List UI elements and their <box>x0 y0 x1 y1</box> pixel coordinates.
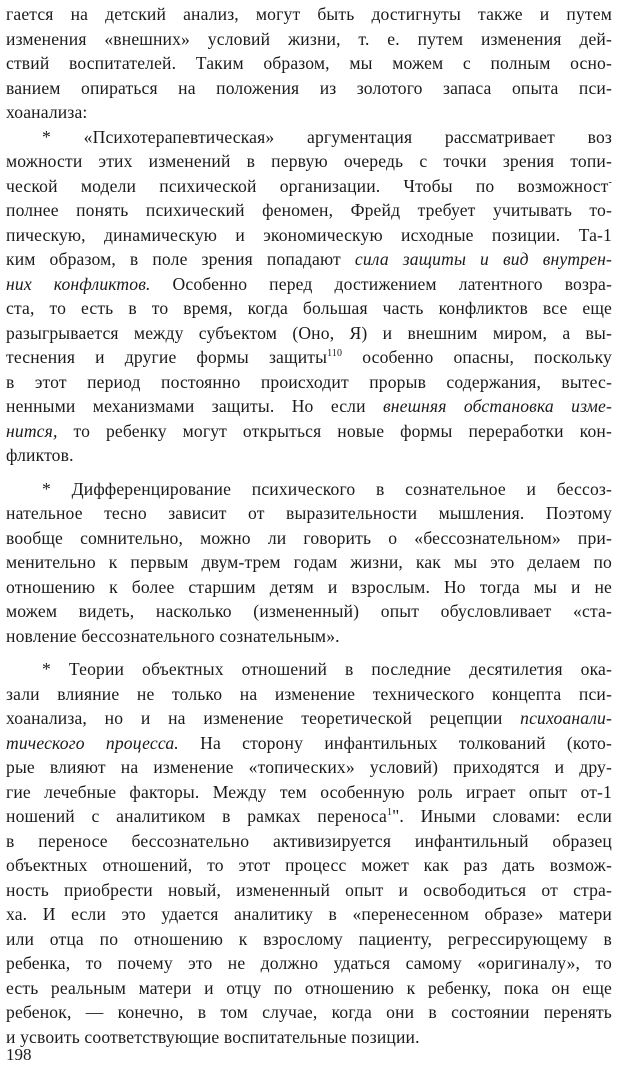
text-segment: отношению к более старшим детям и взрослым. Но тогда мы и не <box>6 576 612 597</box>
text-segment: * Теории объектных отношений в последние десятилетия ока- <box>42 659 612 679</box>
text-line <box>6 51 612 76</box>
text-segment: изменения «внешних» условий жизни, т. е. путем изменения дей- <box>6 28 612 49</box>
text-line <box>6 198 612 223</box>
text-line <box>6 853 612 878</box>
text-segment: и усвоить соответствующие воспитательные позиции. <box>6 1026 420 1047</box>
text-line <box>6 174 612 199</box>
text-line <box>6 657 612 682</box>
text-line <box>6 951 612 976</box>
text-segment: зали влияние не только на изменение технического концепта пси- <box>6 683 612 704</box>
text-segment: вообще сомнительно, можно ли говорить о «бессознательном» при- <box>6 527 612 548</box>
text-segment: новление бессознательного сознательным». <box>6 625 340 646</box>
text-line <box>6 682 612 707</box>
text-line <box>6 829 612 854</box>
text-segment: то ребенку могут открыться новые формы переработки кон- <box>57 420 612 441</box>
text-segment: Особенно перед достижением латентного возра- <box>150 273 612 294</box>
text-segment: ванием опираться на положения из золотого запаса опыта пси- <box>6 77 612 98</box>
emphasis-text: внешняя обстановка изме- <box>382 396 612 416</box>
text-line <box>6 501 612 526</box>
emphasis-text: них конфликтов. <box>6 273 151 294</box>
text-line <box>6 149 612 174</box>
text-line <box>6 394 612 419</box>
page-number: 198 <box>6 1045 32 1064</box>
text-segment: или отца по отношению к взрослому пациенту, регрессирующему в <box>6 928 612 949</box>
footnote-ref: 110 <box>327 348 343 359</box>
text-line <box>6 247 612 272</box>
text-line <box>6 477 612 502</box>
text-line <box>6 2 612 27</box>
text-segment: * «Психотерапевтическая» аргументация рассматривает воз <box>42 126 612 147</box>
text-segment: полнее понять психический феномен, Фрейд требует учитывать то- <box>6 200 612 220</box>
text-line <box>6 624 612 649</box>
text-segment: пическую, динамическую и экономическую исходные позиции. Та-1 <box>6 224 612 245</box>
text-line <box>6 804 612 829</box>
text-segment: разыгрывается между субъектом (Оно, Я) и внешним миром, а вы- <box>6 322 612 343</box>
text-line <box>6 927 612 952</box>
body-text <box>6 2 612 1049</box>
text-line <box>6 272 612 297</box>
text-segment: ста, то есть в то время, когда большая часть конфликтов все еще <box>6 298 612 318</box>
text-segment: ким образом, в поле зрения попадают <box>6 249 355 269</box>
text-segment: менительно к первым двум-трем годам жизни, как мы это делаем по <box>6 552 612 572</box>
emphasis-text: психоанали- <box>520 708 612 728</box>
text-line <box>6 419 612 444</box>
text-line <box>6 780 612 805</box>
text-line <box>6 1000 612 1025</box>
text-segment: хоанализа: <box>6 102 88 122</box>
text-line <box>6 345 612 370</box>
text-segment: можем видеть, насколько (измененный) опыт обусловливает «ста- <box>6 601 612 621</box>
text-line <box>6 550 612 575</box>
text-segment: рые влияют на изменение «топических» условий) приходятся и дру- <box>6 757 612 777</box>
text-segment: в переносе бессознательно активизируется инфантильный образец <box>6 830 612 851</box>
text-segment: ненными механизмами защиты. Но если <box>6 396 383 416</box>
text-segment: можности этих изменений в первую очередь с точки зрения топи- <box>6 151 612 171</box>
text-line <box>6 443 612 468</box>
text-segment: гие лечебные факторы. Между тем особенную роль играет опыт от-1 <box>6 781 612 802</box>
text-line <box>6 1025 612 1050</box>
paragraph-gap <box>6 468 612 477</box>
text-segment: особенно опасны, поскольку <box>342 347 612 367</box>
text-segment: фликтов. <box>6 445 74 465</box>
text-line <box>6 223 612 248</box>
text-segment: ность приобрести новый, измененный опыт и освободиться от стра- <box>6 879 612 900</box>
footnote-ref: - <box>608 176 612 188</box>
text-line <box>6 706 612 731</box>
emphasis-text: нится, <box>6 420 58 441</box>
text-line <box>6 731 612 756</box>
text-line <box>6 902 612 927</box>
text-line <box>6 526 612 551</box>
emphasis-text: сила защиты и вид внутрен- <box>354 249 612 269</box>
text-line <box>6 755 612 780</box>
text-line <box>6 370 612 395</box>
text-line <box>6 575 612 600</box>
text-line <box>6 878 612 903</box>
text-line <box>6 976 612 1001</box>
text-segment: ребенка, то почему это не должно удаться самому «оригиналу», то <box>6 953 612 973</box>
text-line <box>6 76 612 101</box>
text-line <box>6 100 612 125</box>
text-line <box>6 599 612 624</box>
text-segment: ствий воспитателей. Таким образом, мы можем с полным осно- <box>6 53 612 73</box>
footnote-ref: 1 <box>386 807 393 818</box>
text-segment: есть реальным матери и отцу по отношению к ребенку, пока он еще <box>6 977 612 998</box>
text-line <box>6 296 612 321</box>
text-segment: хоанализа, но и на изменение теоретической рецепции <box>6 708 521 728</box>
text-line <box>6 27 612 52</box>
text-segment: гается на детский анализ, могут быть достигнуты также и путем <box>6 4 612 24</box>
text-segment: в этот период постоянно происходит прорыв содержания, вытес- <box>6 371 612 392</box>
text-segment: ха. И если это удается аналитику в «перенесенном образе» матери <box>6 904 612 924</box>
text-segment: На сторону инфантильных толкований (кото- <box>178 732 612 753</box>
emphasis-text: тического процесса. <box>6 732 179 753</box>
text-segment: объектных отношений, то этот процесс может как раз дать возмож- <box>6 855 612 875</box>
text-segment: ребенок, — конечно, в том случае, когда они в состоянии перенять <box>6 1002 612 1022</box>
text-line <box>6 125 612 150</box>
paragraph-gap <box>6 648 612 657</box>
text-segment: нательное тесно зависит от выразительности мышления. Поэтому <box>6 503 612 523</box>
text-segment: теснения и другие формы защиты <box>6 347 328 367</box>
text-segment: * Дифференцирование психического в сознательное и бессоз- <box>42 478 612 499</box>
text-segment: ческой модели психической организации. Чтобы по возможност <box>6 175 609 196</box>
text-segment: ношений с аналитиком в рамках переноса <box>6 806 387 826</box>
text-line <box>6 321 612 346</box>
text-segment: ". Иными словами: если <box>392 806 612 826</box>
